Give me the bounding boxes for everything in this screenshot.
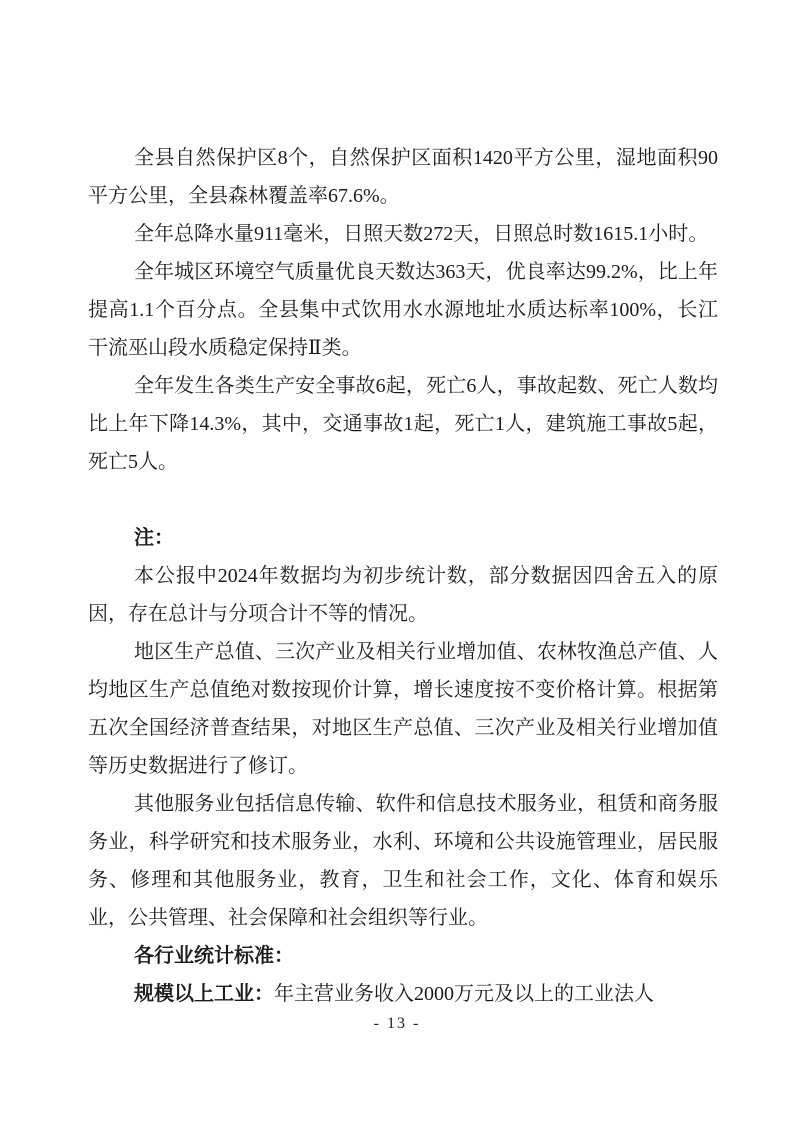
paragraph-safety-accidents: 全年发生各类生产安全事故6起，死亡6人，事故起数、死亡人数均比上年下降14.3%，其中，交通事故1起，死亡1人，建筑施工事故5起，死亡5人。 bbox=[88, 375, 718, 473]
page-number: - 13 - bbox=[373, 1015, 421, 1032]
industry-standards-heading: 各行业统计标准： bbox=[134, 945, 294, 967]
notes-section bbox=[88, 519, 718, 1013]
page-footer bbox=[0, 1012, 794, 1036]
paragraph-industry-definition bbox=[88, 975, 718, 1013]
industry-definition-lead: 规模以上工业： bbox=[134, 983, 274, 1005]
paragraph-preliminary-statistics: 本公报中2024年数据均为初步统计数，部分数据因四舍五入的原因，存在总计与分项合计不等的情况。 bbox=[88, 565, 718, 625]
industry-definition-rest: 年主营业务收入2000万元及以上的工业法人 bbox=[274, 983, 654, 1005]
paragraph-air-water-quality: 全年城区环境空气质量优良天数达363天，优良率达99.2%，比上年提高1.1个百分点。全县集中式饮用水水源地址水质达标率100%，长江干流巫山段水质稳定保持Ⅱ类。 bbox=[88, 261, 718, 359]
notes-heading: 注： bbox=[134, 527, 174, 549]
paragraph-other-services-scope: 其他服务业包括信息传输、软件和信息技术服务业，租赁和商务服务业，科学研究和技术服务业，水利、环境和公共设施管理业，居民服务、修理和其他服务业，教育，卫生和社会工作，文化、体育和娱乐业，公共管理、社会保障和社会组织等行业。 bbox=[88, 793, 718, 929]
paragraph-gdp-calculation: 地区生产总值、三次产业及相关行业增加值、农林牧渔总产值、人均地区生产总值绝对数按现价计算，增长速度按不变价格计算。根据第五次全国经济普查结果，对地区生产总值、三次产业及相关行业增加值等历史数据进行了修订。 bbox=[88, 641, 718, 777]
paragraph-rainfall-sunshine: 全年总降水量911毫米，日照天数272天，日照总时数1615.1小时。 bbox=[134, 223, 709, 245]
document-content bbox=[88, 139, 718, 1013]
paragraph-nature-reserves: 全县自然保护区8个，自然保护区面积1420平方公里，湿地面积90平方公里，全县森林覆盖率67.6%。 bbox=[88, 147, 718, 207]
